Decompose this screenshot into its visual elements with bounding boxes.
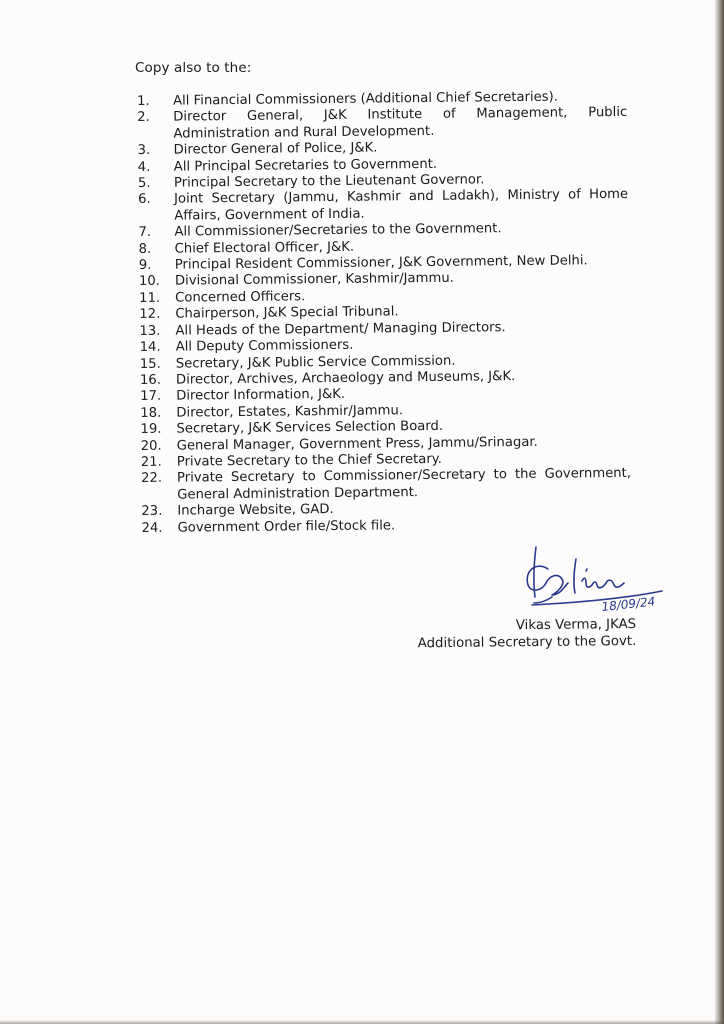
page-edge-shadow (714, 0, 724, 1024)
signer-block (0, 616, 636, 657)
list-item (137, 105, 627, 143)
list-item-number: 16. (139, 372, 162, 388)
list-item-number: 11. (139, 290, 161, 306)
list-item-text: All Deputy Commissioners. (175, 337, 354, 355)
list-item-number: 9. (138, 257, 152, 274)
list-item-text: Divisional Commissioner, Kashmir/Jammu. (174, 271, 454, 290)
list-item-number: 1. (137, 93, 150, 109)
list-item-text: All Principal Secretaries to Government. (173, 156, 438, 175)
list-item-text: Director General of Police, J&K. (173, 140, 378, 158)
list-item-text: Incharge Website, GAD. (177, 502, 334, 519)
list-item-number: 7. (138, 225, 152, 241)
list-item-text: Chief Electoral Officer, J&K. (174, 239, 355, 257)
distribution-list (137, 89, 632, 537)
list-item-text: Director Information, J&K. (176, 387, 346, 404)
list-item-number: 22. (140, 471, 163, 487)
list-item-number: 15. (139, 356, 161, 372)
list-item-number: 2. (137, 110, 150, 126)
list-item-text: Concerned Officers. (175, 289, 306, 306)
list-item-number: 20. (140, 438, 162, 454)
list-item-number: 10. (138, 274, 161, 290)
list-item-text: Chairperson, J&K Special Tribunal. (175, 304, 399, 322)
list-item-number: 3. (137, 143, 151, 159)
list-item (141, 466, 631, 504)
list-item-text: Secretary, J&K Public Service Commission. (175, 353, 456, 372)
list-item-text: Director General, J&K Institute of Management, Public Administration and Rural Development. (173, 105, 628, 142)
list-item-text: Government Order file/Stock file. (177, 517, 396, 536)
list-item-text: All Heads of the Department/ Managing Directors. (175, 319, 506, 339)
list-item-text: General Manager, Government Press, Jammu/Srinagar. (176, 434, 538, 454)
list-item-number: 14. (139, 339, 161, 356)
list-item-text: Director, Archives, Archaeology and Museums, J&K. (175, 368, 516, 388)
list-item-number: 5. (137, 175, 151, 192)
list-item-text: Private Secretary to Commissioner/Secretary to the Government, General Administration Department. (176, 466, 632, 503)
list-item-number: 18. (140, 405, 162, 421)
list-item-number: 17. (140, 389, 162, 405)
list-item-text: Principal Resident Commissioner, J&K Government, New Delhi. (174, 253, 588, 273)
page-bottom-edge (0, 1020, 724, 1024)
list-item-number: 6. (138, 192, 151, 208)
list-item-text: Principal Secretary to the Lieutenant Governor. (173, 172, 485, 191)
list-item-text: Director, Estates, Kashmir/Jammu. (176, 402, 404, 421)
handwritten-signature (512, 545, 672, 617)
list-item-text: Joint Secretary (Jammu, Kashmir and Ladakh), Ministry of Home Affairs, Government of India. (174, 187, 629, 224)
signer-name: Vikas Verma, JKAS (515, 616, 637, 634)
list-item-number: 19. (140, 421, 162, 438)
list-item-number: 8. (138, 241, 152, 257)
list-item-number: 23. (141, 503, 163, 520)
list-item-text: All Financial Commissioners (Additional Chief Secretaries). (172, 89, 559, 109)
list-item-text: Private Secretary to the Chief Secretary. (176, 451, 442, 470)
list-item-text: Secretary, J&K Services Selection Board. (176, 418, 444, 437)
list-item-number: 12. (139, 307, 161, 323)
copy-heading: Copy also to the: (135, 60, 252, 76)
handwritten-date: 18/09/24 (600, 594, 656, 614)
list-item-number: 21. (140, 454, 162, 470)
list-item-text: All Commissioner/Secretaries to the Government. (174, 221, 502, 240)
list-item (138, 187, 628, 225)
signer-designation: Additional Secretary to the Govt. (417, 633, 637, 652)
list-item-number: 24. (141, 520, 163, 536)
list-item-number: 13. (139, 323, 161, 339)
list-item-number: 4. (137, 159, 151, 175)
